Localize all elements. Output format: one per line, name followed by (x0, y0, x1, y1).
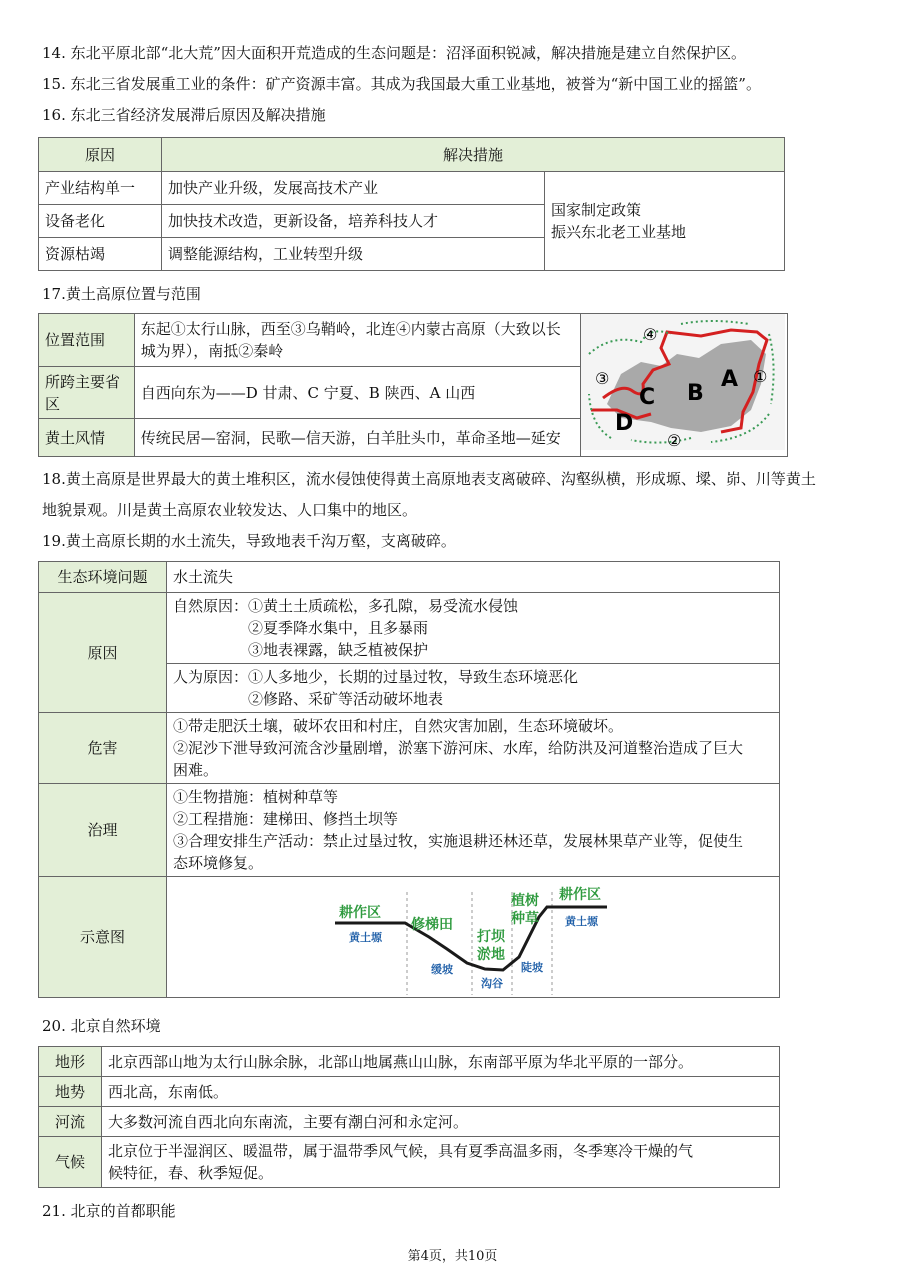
item-15: 15. 东北三省发展重工业的条件：矿产资源丰富。其成为我国最大重工业基地，被誉为“新中国工业的摇篮”。 (42, 75, 761, 93)
table-row (39, 784, 780, 877)
table-beijing (38, 1046, 780, 1188)
row-label: 治理 (39, 784, 167, 877)
table-row (39, 593, 780, 664)
table-northeast (38, 137, 785, 271)
table-row (39, 1107, 780, 1137)
item-21: 21. 北京的首都职能 (42, 1202, 176, 1220)
row-text: 传统民居—窑洞，民歌—信天游，白羊肚头巾，革命圣地—延安 (134, 419, 581, 457)
row-label: 位置范围 (39, 314, 135, 367)
table-soil-erosion (38, 561, 780, 998)
item-14: 14. 东北平原北部“北大荒”因大面积开荒造成的生态问题是：沼泽面积锐减，解决措施是建立自然保护区。 (42, 44, 746, 62)
map-marker-2: ② (667, 431, 682, 450)
natural-cause-2: ②夏季降水集中，且多暴雨 (248, 619, 429, 637)
measure-cell: 调整能源结构，工业转型升级 (162, 238, 545, 271)
table-row (39, 1047, 780, 1077)
measure-cell: 加快技术改造，更新设备，培养科技人才 (162, 205, 545, 238)
natural-cause-3: ③地表裸露，缺乏植被保护 (248, 641, 429, 659)
row-label: 危害 (39, 713, 167, 784)
label-yuan-left: 黄土塬 (349, 931, 382, 944)
row-label: 黄土风情 (39, 419, 135, 457)
item-20: 20. 北京自然环境 (42, 1017, 161, 1035)
govern-1: ①生物措施：植树种草等 (173, 788, 339, 806)
row-label: 生态环境问题 (39, 562, 167, 593)
table-row (39, 1137, 780, 1188)
table-row (39, 877, 780, 998)
erosion-diagram-svg (167, 877, 777, 997)
item-17: 17.黄土高原位置与范围 (42, 285, 201, 303)
table-loess-location (38, 313, 788, 457)
header-cause: 原因 (39, 138, 162, 172)
label-gentle-slope: 缓坡 (431, 963, 453, 976)
row-label: 河流 (39, 1107, 102, 1137)
label-farm-right: 耕作区 (559, 887, 601, 903)
govern-2: ②工程措施：建梯田、修挡土坝等 (173, 810, 399, 828)
measure-cell: 加快产业升级，发展高技术产业 (162, 172, 545, 205)
map-label-d: D (615, 411, 634, 436)
label-steep-slope: 陡坡 (521, 961, 543, 974)
table-row (39, 1077, 780, 1107)
label-tree-1: 植树 (511, 893, 539, 909)
policy-cell (545, 172, 785, 271)
govern-3: ③合理安排生产活动：禁止过垦过牧，实施退耕还林还草，发展林果草产业等，促使生 (173, 832, 744, 850)
harm-3: 困难。 (173, 761, 219, 779)
govern-cell (167, 784, 780, 877)
table-row (39, 713, 780, 784)
item-18-line-2: 地貌景观。川是黄土高原农业较发达、人口集中的地区。 (42, 501, 418, 519)
label-yuan-right: 黄土塬 (565, 915, 598, 928)
cause-cell: 资源枯竭 (39, 238, 162, 271)
human-cause-2: ②修路、采矿等活动破坏地表 (248, 690, 444, 708)
map-label-a: A (721, 367, 739, 392)
problem-text: 水土流失 (167, 562, 780, 593)
label-dam-2: 淤地 (477, 947, 505, 963)
natural-cause-1: 自然原因：①黄土土质疏松，多孔隙，易受流水侵蚀 (173, 597, 519, 615)
map-label-b: B (687, 381, 705, 406)
map-marker-3: ③ (595, 369, 610, 388)
climate-cell (102, 1137, 780, 1188)
row-text: 北京西部山地为太行山脉余脉，北部山地属燕山山脉，东南部平原为华北平原的一部分。 (102, 1047, 780, 1077)
table-row (39, 314, 788, 367)
item-19: 19.黄土高原长期的水土流失，导致地表千沟万壑，支离破碎。 (42, 532, 456, 550)
harm-cell (167, 713, 780, 784)
cause-cell: 产业结构单一 (39, 172, 162, 205)
human-cause-1: 人为原因：①人多地少，长期的过垦过牧，导致生态环境恶化 (173, 668, 579, 686)
item-18-line-1: 18.黄土高原是世界最大的黄土堆积区，流水侵蚀使得黄土高原地表支离破碎、沟壑纵横，形成塬、墚、峁、川等黄土 (42, 470, 816, 488)
item-16: 16. 东北三省经济发展滞后原因及解决措施 (42, 106, 326, 124)
label-tree-2: 种草 (511, 911, 539, 927)
policy-line-2: 振兴东北老工业基地 (551, 223, 687, 241)
label-gully: 沟谷 (481, 977, 503, 990)
row-text: 西北高，东南低。 (102, 1077, 780, 1107)
row-text: 大多数河流自西北向东南流，主要有潮白河和永定河。 (102, 1107, 780, 1137)
row-label: 所跨主要省区 (39, 366, 135, 419)
climate-line-2: 候特征，春、秋季短促。 (108, 1164, 274, 1182)
table-row (39, 562, 780, 593)
row-label: 示意图 (39, 877, 167, 998)
loess-map (581, 314, 788, 457)
label-dam-1: 打坝 (477, 929, 505, 945)
row-text: 自西向东为——D 甘肃、C 宁夏、B 陕西、A 山西 (134, 366, 581, 419)
label-farm-left: 耕作区 (339, 905, 381, 921)
natural-cause-cell (167, 593, 780, 664)
row-label: 地形 (39, 1047, 102, 1077)
table-header-row (39, 138, 785, 172)
header-measure: 解决措施 (162, 138, 785, 172)
map-marker-1: ① (753, 367, 768, 386)
row-label: 地势 (39, 1077, 102, 1107)
erosion-diagram (167, 877, 780, 998)
policy-line-1: 国家制定政策 (551, 201, 642, 219)
climate-line-1: 北京位于半湿润区、暖温带，属于温带季风气候，具有夏季高温多雨，冬季寒冷干燥的气 (108, 1142, 694, 1160)
cause-cell: 设备老化 (39, 205, 162, 238)
label-terrace: 修梯田 (411, 917, 453, 933)
human-cause-cell (167, 664, 780, 713)
table-row (39, 172, 785, 205)
govern-4: 态环境修复。 (173, 854, 264, 872)
page-footer: 第4页，共10页 (407, 1249, 498, 1264)
loess-map-svg (581, 314, 785, 450)
harm-2: ②泥沙下泄导致河流含沙量剧增，淤塞下游河床、水库，给防洪及河道整治造成了巨大 (173, 739, 744, 757)
row-label: 原因 (39, 593, 167, 713)
row-text: 东起①太行山脉，西至③乌鞘岭，北连④内蒙古高原（大致以长城为界），南抵②秦岭 (134, 314, 581, 367)
harm-1: ①带走肥沃土壤，破坏农田和村庄，自然灾害加剧，生态环境破坏。 (173, 717, 624, 735)
map-marker-4: ④ (643, 325, 658, 344)
row-label: 气候 (39, 1137, 102, 1188)
map-label-c: C (639, 385, 656, 410)
